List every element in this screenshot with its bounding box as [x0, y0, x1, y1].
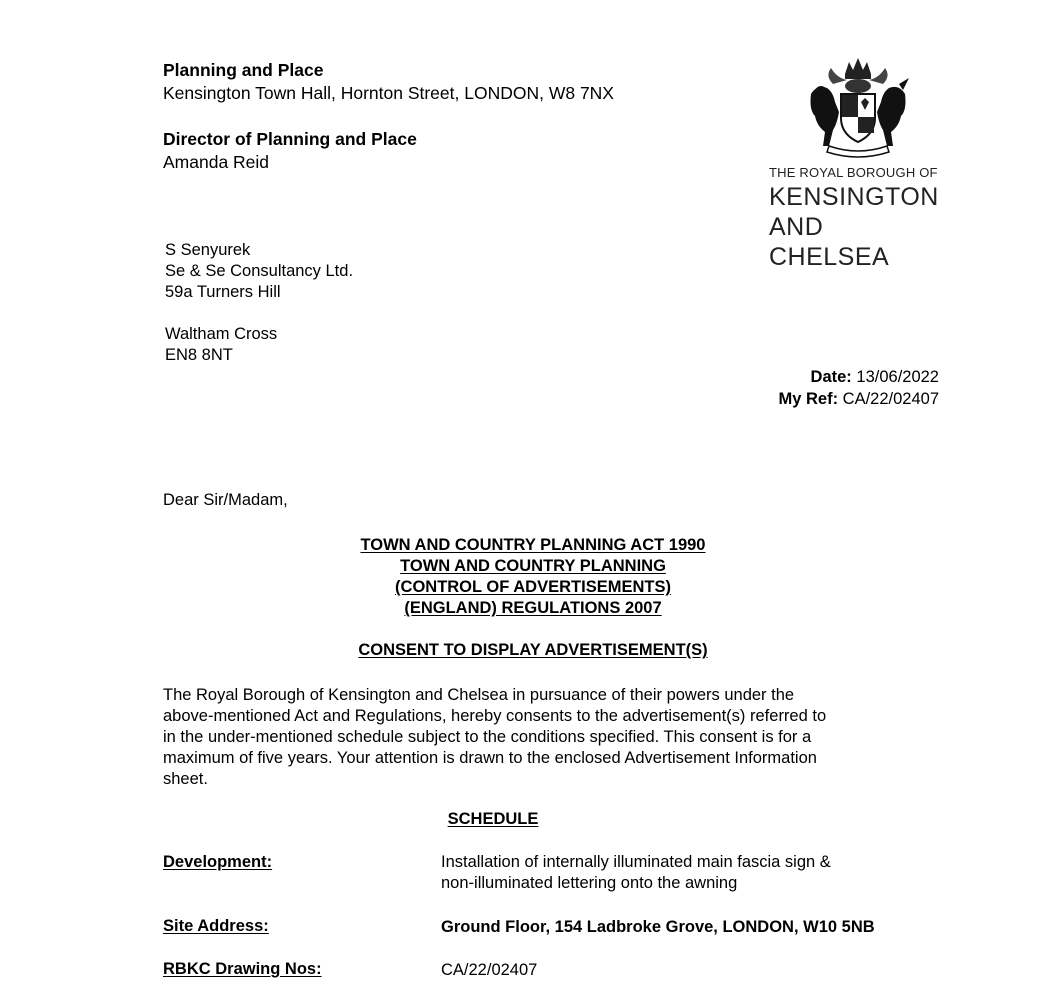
- consent-heading: [0, 641, 1057, 660]
- letterhead-director: [163, 128, 417, 174]
- recipient-name: S Senyurek: [165, 241, 251, 259]
- act-line: (CONTROL OF ADVERTISEMENTS): [395, 578, 671, 596]
- date-label: Date:: [810, 368, 852, 386]
- department-address: Kensington Town Hall, Hornton Street, LONDON, W8 7NX: [163, 83, 614, 103]
- borough-line-3: AND CHELSEA: [769, 213, 890, 271]
- paragraph-line: sheet.: [163, 770, 208, 788]
- recipient-street: 59a Turners Hill: [165, 283, 281, 301]
- act-line: TOWN AND COUNTRY PLANNING: [400, 557, 666, 575]
- development-value-line: Installation of internally illuminated main fascia sign &: [441, 853, 831, 871]
- borough-line-1: THE ROYAL BOROUGH OF: [769, 165, 938, 180]
- paragraph-line: above-mentioned Act and Regulations, hereby consents to the advertisement(s) referred to: [163, 707, 827, 725]
- ref-value: CA/22/02407: [842, 390, 939, 408]
- act-line: (ENGLAND) REGULATIONS 2007: [404, 599, 662, 617]
- drawing-nos-value: CA/22/02407: [441, 961, 538, 979]
- director-title: Director of Planning and Place: [163, 129, 417, 149]
- ref-label: My Ref:: [778, 390, 839, 408]
- date-value: 13/06/2022: [856, 368, 939, 386]
- acts-heading: [0, 535, 1057, 619]
- development-value-line: non-illuminated lettering onto the awning: [441, 874, 738, 892]
- ref-line: [778, 388, 939, 410]
- borough-line-2: KENSINGTON: [769, 183, 939, 211]
- royal-borough-crest-icon: [803, 54, 913, 160]
- recipient-address: [165, 240, 353, 366]
- recipient-company: Se & Se Consultancy Ltd.: [165, 262, 354, 280]
- schedule-heading: [0, 810, 986, 829]
- salutation: Dear Sir/Madam,: [163, 491, 288, 509]
- drawing-nos-label: RBKC Drawing Nos:: [163, 960, 322, 978]
- site-address-label: Site Address:: [163, 917, 269, 935]
- paragraph-line: The Royal Borough of Kensington and Chelsea in pursuance of their powers under the: [163, 686, 795, 704]
- paragraph-line: maximum of five years. Your attention is drawn to the enclosed Advertisement Information: [163, 749, 817, 767]
- letterhead-department: [163, 59, 614, 105]
- consent-title: CONSENT TO DISPLAY ADVERTISEMENT(S): [358, 641, 708, 659]
- recipient-town: Waltham Cross: [165, 325, 278, 343]
- paragraph-line: in the under-mentioned schedule subject to the conditions specified. This consent is for a: [163, 728, 812, 746]
- site-address-value: Ground Floor, 154 Ladbroke Grove, LONDON, W10 5NB: [441, 918, 875, 936]
- recipient-postcode: EN8 8NT: [165, 346, 233, 364]
- development-label: Development:: [163, 853, 273, 871]
- department-name: Planning and Place: [163, 60, 324, 80]
- consent-paragraph: [163, 685, 923, 790]
- date-line: [778, 366, 939, 388]
- director-name: Amanda Reid: [163, 152, 270, 172]
- development-value: [441, 852, 831, 894]
- schedule-title: SCHEDULE: [447, 810, 539, 828]
- letter-meta: [778, 366, 939, 410]
- act-line: TOWN AND COUNTRY PLANNING ACT 1990: [360, 536, 706, 554]
- borough-wordmark: [769, 164, 949, 272]
